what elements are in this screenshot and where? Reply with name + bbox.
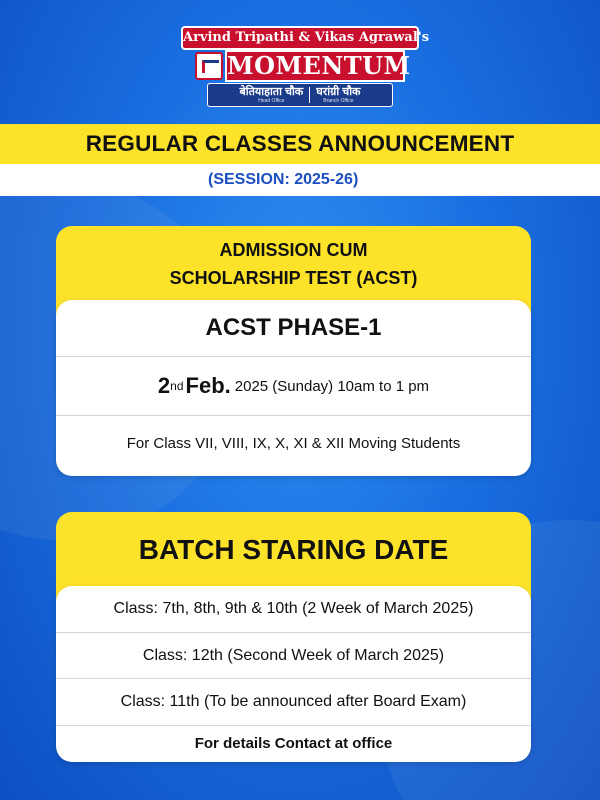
branch-head-office xyxy=(239,87,303,104)
branch-office xyxy=(316,87,360,104)
acst-phase-row xyxy=(56,300,531,356)
batch-row: Class: 11th (To be announced after Board Exam) xyxy=(120,693,467,710)
acst-date-day: 2 xyxy=(157,373,171,398)
announcement-title: REGULAR CLASSES ANNOUNCEMENT xyxy=(0,124,600,164)
batch-card-body xyxy=(56,586,531,762)
batch-row: Class: 12th (Second Week of March 2025) xyxy=(142,646,445,664)
branch-sub: Branch Office xyxy=(323,97,354,104)
acst-date-time: 2025 (Sunday) 10am to 1 pm xyxy=(234,377,430,395)
branch-divider xyxy=(309,87,310,103)
session-band xyxy=(0,164,600,196)
batch-row: Class: 7th, 8th, 9th & 10th (2 Week of March 2025) xyxy=(113,600,474,617)
acst-heading-line2: SCHOLARSHIP TEST (ACST) xyxy=(169,268,418,288)
session-label: (SESSION: 2025-26) xyxy=(208,171,359,188)
logo-brand-name: MOMENTUM xyxy=(227,51,411,80)
acst-phase: ACST PHASE-1 xyxy=(205,314,382,341)
branch-name: घरांग्री चौक xyxy=(316,85,361,98)
acst-date-month: Feb. xyxy=(185,373,231,398)
logo-tagline: Arvind Tripathi & Vikas Agrawal's xyxy=(181,26,419,50)
acst-card xyxy=(56,226,531,476)
momentum-emblem-icon xyxy=(195,52,223,80)
contact-info: For details Contact at office xyxy=(194,734,393,752)
branch-sub: Head Office xyxy=(258,97,285,104)
momentum-logo xyxy=(181,26,430,108)
branch-name: बेतियाहाता चौक xyxy=(239,85,304,98)
acst-eligibility: For Class VII, VIII, IX, X, XI & XII Moving Students xyxy=(126,434,461,452)
acst-heading xyxy=(56,236,531,292)
logo-brand-row xyxy=(195,50,411,82)
logo-branches xyxy=(207,83,393,107)
acst-heading-line1: ADMISSION CUM xyxy=(219,240,368,260)
acst-date-row xyxy=(56,357,531,415)
batch-heading: BATCH STARING DATE xyxy=(138,534,449,565)
batch-card xyxy=(56,512,531,762)
acst-date-suffix: nd xyxy=(170,379,184,393)
acst-card-body xyxy=(56,300,531,476)
